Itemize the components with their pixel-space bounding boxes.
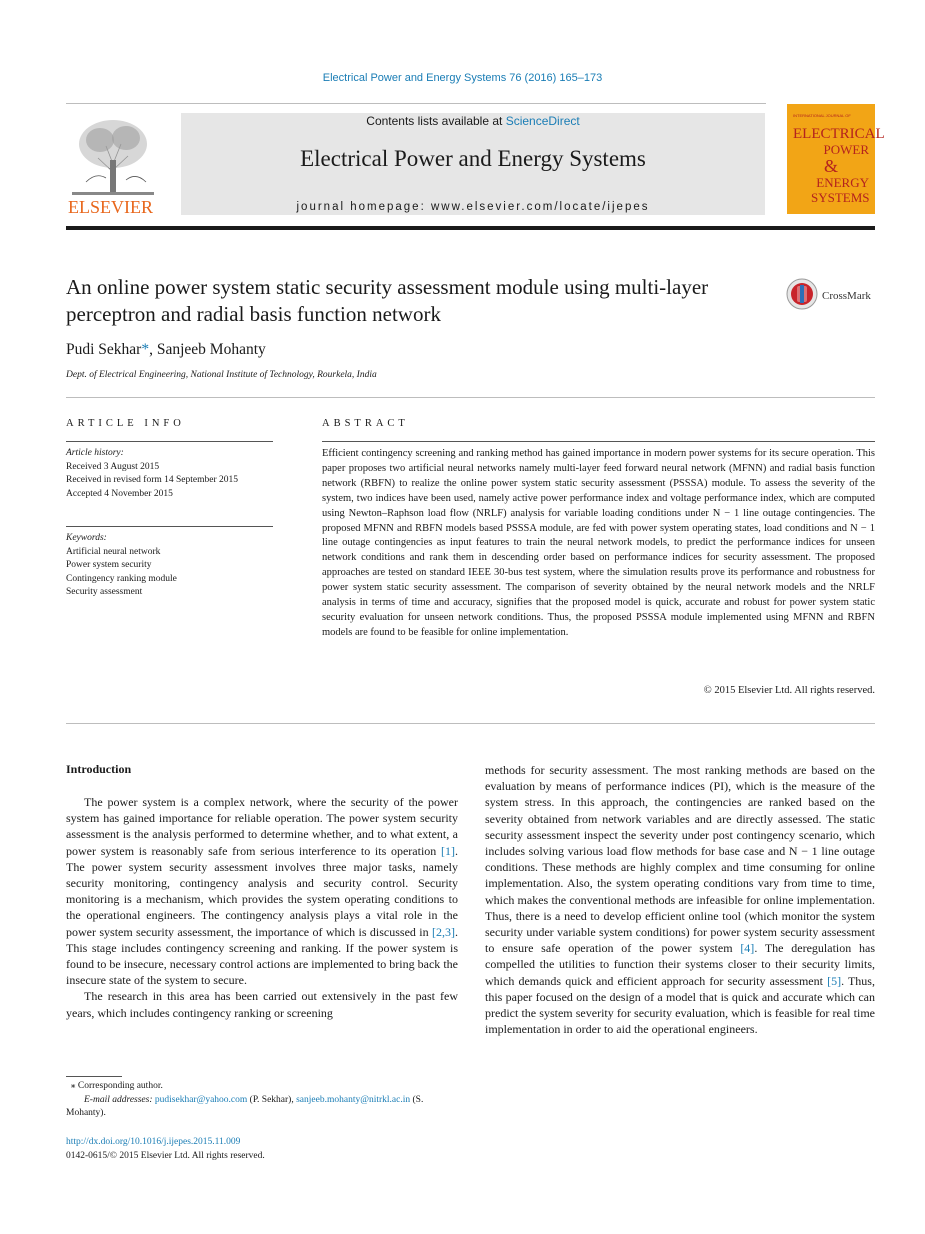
- keywords: [66, 532, 276, 600]
- text-run: . The power system security assessment involves three major tasks, namely security monitoring, contingency analysis and security control. Security monitoring is a mechanism, which provides the system operating conditions to the operational engineers. The contingency analysis plays a vital role in the power system security assessment, the importance of which is discussed in: [66, 843, 458, 939]
- elsevier-tree-icon: [66, 112, 160, 216]
- email-owner-mohanty: (S. Mohanty).: [66, 1094, 424, 1118]
- introduction-heading: Introduction: [66, 762, 132, 776]
- elsevier-logo: [66, 112, 160, 216]
- text-run: . Thus, this paper focused on the design of a model that is quick and accurate which can predict the system severity for security evaluation, which is feasible for real time implementation in order to aid the operational engineers.: [485, 973, 875, 1037]
- footnote-mark: ⁎: [70, 1081, 76, 1091]
- abstract-heading: ABSTRACT: [322, 418, 409, 429]
- corresponding-footnote: [66, 1080, 458, 1094]
- text-run: . This stage includes contingency screening and ranking. If the power system is found to be insecure, necessary control actions are implemented to bring back the insecure state of the system to secure.: [66, 924, 458, 988]
- crossmark-badge[interactable]: [786, 278, 886, 312]
- contents-prefix: Contents lists available at: [366, 114, 506, 128]
- email-link-mohanty[interactable]: sanjeeb.mohanty@nitrkl.ac.in: [296, 1094, 411, 1105]
- citation-link-5[interactable]: [5]: [827, 973, 842, 988]
- cover-line-4: SYSTEMS: [811, 190, 870, 205]
- crossmark-label: CrossMark: [822, 290, 871, 302]
- section-rule: [66, 397, 875, 398]
- issn-line: 0142-0615/© 2015 Elsevier Ltd. All rights reserved.: [66, 1150, 265, 1161]
- keyword-item: Contingency ranking module: [66, 573, 177, 584]
- paper-title: An online power system static security assessment module using multi-layer perceptron and radial basis function network: [66, 275, 709, 326]
- cover-line-1: ELECTRICAL: [793, 126, 885, 142]
- body-left-column: [66, 794, 458, 1021]
- crossmark-icon: [786, 278, 886, 312]
- text-run: . The deregulation has compelled the utilities to function their systems closer to their security limits, which demands quick and efficient approach for security assessment: [485, 941, 875, 988]
- corresponding-label: Corresponding author.: [77, 1081, 163, 1091]
- homepage-prefix: journal homepage:: [296, 201, 431, 213]
- email-footnote: [66, 1094, 458, 1121]
- header-rule: [66, 103, 766, 104]
- author-mohanty: Sanjeeb Mohanty: [156, 341, 266, 358]
- intro-paragraph-1: [66, 794, 458, 988]
- publisher-name: ELSEVIER: [68, 197, 153, 217]
- keyword-item: Artificial neural network: [66, 546, 161, 557]
- doi-link[interactable]: http://dx.doi.org/10.1016/j.ijepes.2015.11.009: [66, 1137, 241, 1147]
- article-info-rule: [66, 441, 273, 442]
- email-owner-sekhar: (P. Sekhar),: [247, 1094, 297, 1105]
- intro-paragraph-2: The research in this area has been carried out extensively in the past few years, which includes contingency ranking or screening: [66, 989, 458, 1020]
- history-label: Article history:: [66, 448, 124, 458]
- abstract-text: Efficient contingency screening and ranking method has gained importance in modern power systems for its secure operation. This paper proposes two artificial neural networks namely multi-layer feed forward neural network (MFNN) and radial basis function network (RBFN) to realize the online power system static security assessment (PSSSA) module. To assess the severity of the system, two indices have been used, namely active power performance index and voltage performance index, which are computed using Newton–Raphson load flow (NRLF) analysis for variable loading conditions under N − 1 line outage contingencies. The proposed MFNN and RBFN models based PSSSA module, are fed with power system operating states, load conditions and N − 1 line outage contingencies as input features to train the neural network models, to predict the performance indices for unseen network conditions and rank them in descending order based on performance indices for security assessment. The proposed approaches are tested on standard IEEE 30-bus test system, where the simulation results prove its performance and robustness for power system static security assessment. The comparison of severity obtained by the neural network models and the NRLF analysis in terms of time and accuracy, signifies that the proposed model is quick, accurate and robust for power system static security evaluation for unseen network conditions. Thus, the proposed PSSSA module implemented using MFNN and RBFN models are found to be feasible for online implementation.: [322, 448, 875, 638]
- history-revised: Received in revised form 14 September 2015: [66, 475, 239, 485]
- journal-cover-image: [787, 104, 885, 214]
- body-right-column: [485, 762, 875, 1037]
- keyword-item: Security assessment: [66, 587, 143, 597]
- abstract-rule: [322, 441, 875, 442]
- text-run: methods for security assessment. The most ranking methods are based on the evaluation by means of performance indices (PI), which is the measure of the system stress. In this approach, the contingencies are ranked based on the severity obtained from network variables and are directly assessed. The static security assessment inspect the severity under post contingency scenario, which includes solving various load flow methods for base case and N − 1 line outage conditions. These methods are highly complex and time consuming for online implementation. Also, the system operating conditions vary from time to time, which makes the conventional methods are infeasible for online implementation. Thus, there is a need to develop efficient online tool (which monitor the system security under variable system conditions) for power system security assessment to ensure safe operation of the power system: [485, 763, 875, 956]
- author-list: [66, 341, 266, 359]
- article-info-heading: ARTICLE INFO: [66, 418, 185, 429]
- email-link-sekhar[interactable]: pudisekhar@yahoo.com: [154, 1094, 248, 1105]
- homepage-url[interactable]: www.elsevier.com/locate/ijepes: [430, 201, 650, 213]
- journal-cover[interactable]: [787, 104, 885, 214]
- citation-link-4[interactable]: [4]: [740, 941, 755, 956]
- keywords-rule: [66, 526, 273, 527]
- corresponding-author-mark[interactable]: *: [141, 341, 150, 358]
- footnote-rule: [66, 1076, 122, 1077]
- article-history: [66, 447, 276, 501]
- citation-link-1[interactable]: [1]: [441, 843, 455, 858]
- footnote: [66, 1080, 458, 1121]
- author-sekhar: Pudi Sekhar: [66, 341, 142, 358]
- abstract-copyright: © 2015 Elsevier Ltd. All rights reserved.: [703, 685, 875, 696]
- cover-line-2: POWER: [823, 142, 869, 157]
- cover-line-3: ENERGY: [816, 175, 869, 190]
- citation-link-2-3[interactable]: [2,3]: [432, 924, 455, 939]
- doi-block: [66, 1136, 458, 1163]
- intro-paragraph-2-cont: [485, 762, 875, 1037]
- history-received: Received 3 August 2015: [66, 461, 160, 472]
- author-separator: ,: [149, 341, 157, 358]
- header-thick-rule: [66, 226, 875, 230]
- email-label: E-mail addresses:: [84, 1094, 155, 1105]
- journal-reference[interactable]: Electrical Power and Energy Systems 76 (2016) 165–173: [322, 72, 603, 84]
- history-accepted: Accepted 4 November 2015: [66, 488, 173, 499]
- cover-amp: &: [823, 156, 839, 176]
- keywords-label: Keywords:: [66, 533, 107, 543]
- affiliation: Dept. of Electrical Engineering, National Institute of Technology, Rourkela, India: [66, 370, 377, 380]
- cover-small-text: INTERNATIONAL JOURNAL OF: [793, 113, 851, 118]
- abstract-end-rule: [66, 723, 875, 724]
- contents-line: [181, 114, 765, 128]
- text-run: The power system is a complex network, where the security of the power system has gained importance for reliable operation. The power system security assessment is the analysis performed to determine whether, and to what extent, a power system is reasonably safe from serious interference to its operation: [66, 795, 458, 858]
- journal-homepage: [181, 201, 765, 213]
- journal-title: Electrical Power and Energy Systems: [300, 146, 646, 171]
- keyword-item: Power system security: [66, 560, 152, 570]
- sciencedirect-link[interactable]: ScienceDirect: [505, 114, 580, 128]
